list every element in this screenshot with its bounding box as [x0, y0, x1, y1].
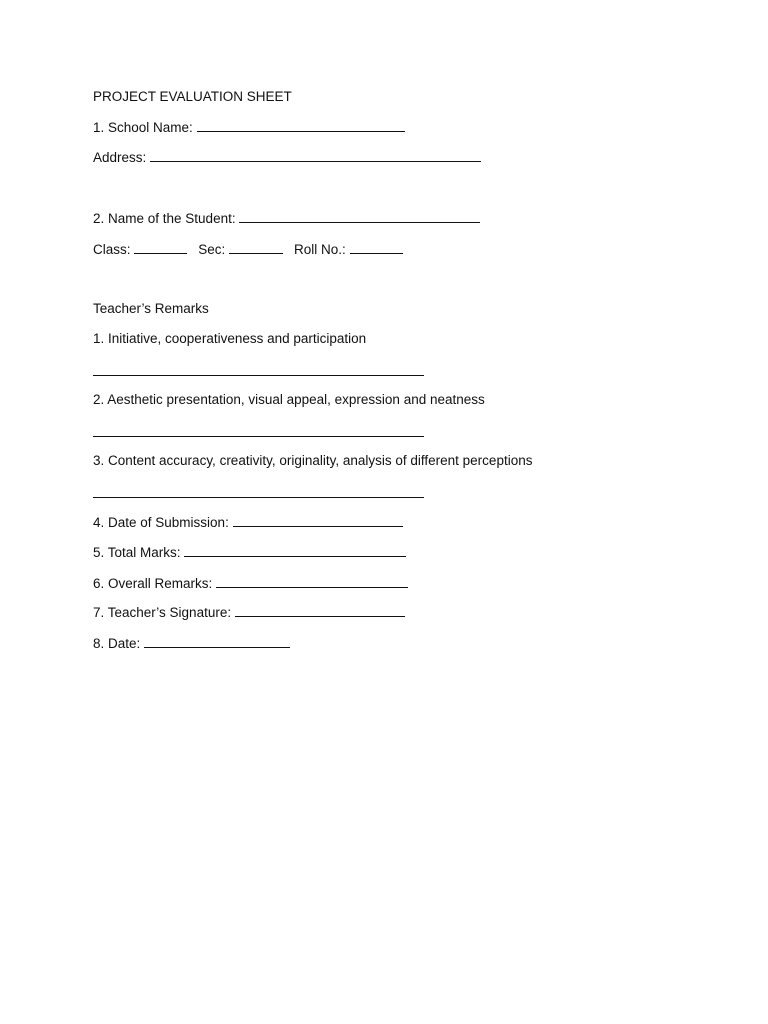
sec-blank[interactable] — [229, 240, 283, 254]
remarks-heading: Teacher’s Remarks — [93, 301, 209, 316]
student-name-blank[interactable] — [239, 209, 480, 223]
class-row — [93, 240, 403, 259]
total-marks-blank[interactable] — [184, 543, 406, 557]
class-label: Class: — [93, 242, 135, 257]
address-label: Address: — [93, 150, 151, 165]
address-blank[interactable] — [150, 148, 481, 162]
submission-date-label: 4. Date of Submission: — [93, 515, 233, 530]
school-name-label: 1. School Name: — [93, 120, 197, 135]
sec-label: Sec: — [198, 242, 230, 257]
address-row — [93, 148, 481, 167]
remark-3-blank[interactable] — [93, 497, 424, 498]
overall-remarks-label: 6. Overall Remarks: — [93, 576, 217, 591]
class-blank[interactable] — [134, 240, 187, 254]
overall-remarks-row — [93, 574, 408, 593]
student-name-row — [93, 209, 480, 228]
overall-remarks-blank[interactable] — [216, 574, 408, 588]
school-name-row — [93, 118, 405, 137]
date-blank[interactable] — [144, 634, 290, 648]
date-label: 8. Date: — [93, 636, 145, 651]
roll-label: Roll No.: — [294, 242, 350, 257]
remark-2-label: 2. Aesthetic presentation, visual appeal, expression and neatness — [93, 392, 485, 407]
remark-1-label: 1. Initiative, cooperativeness and participation — [93, 331, 367, 346]
roll-blank[interactable] — [350, 240, 403, 254]
submission-date-blank[interactable] — [233, 513, 403, 527]
signature-label: 7. Teacher’s Signature: — [93, 605, 235, 620]
remark-3-label: 3. Content accuracy, creativity, originality, analysis of different perceptions — [93, 453, 533, 468]
remark-2-blank[interactable] — [93, 436, 424, 437]
total-marks-label: 5. Total Marks: — [93, 545, 185, 560]
remark-1-blank[interactable] — [93, 375, 424, 376]
total-marks-row — [93, 543, 406, 562]
school-name-blank[interactable] — [197, 118, 405, 132]
student-name-label: 2. Name of the Student: — [93, 211, 240, 226]
date-row — [93, 634, 290, 653]
signature-row — [93, 603, 405, 622]
sheet-title: PROJECT EVALUATION SHEET — [93, 89, 292, 104]
submission-date-row — [93, 513, 403, 532]
signature-blank[interactable] — [235, 603, 405, 617]
